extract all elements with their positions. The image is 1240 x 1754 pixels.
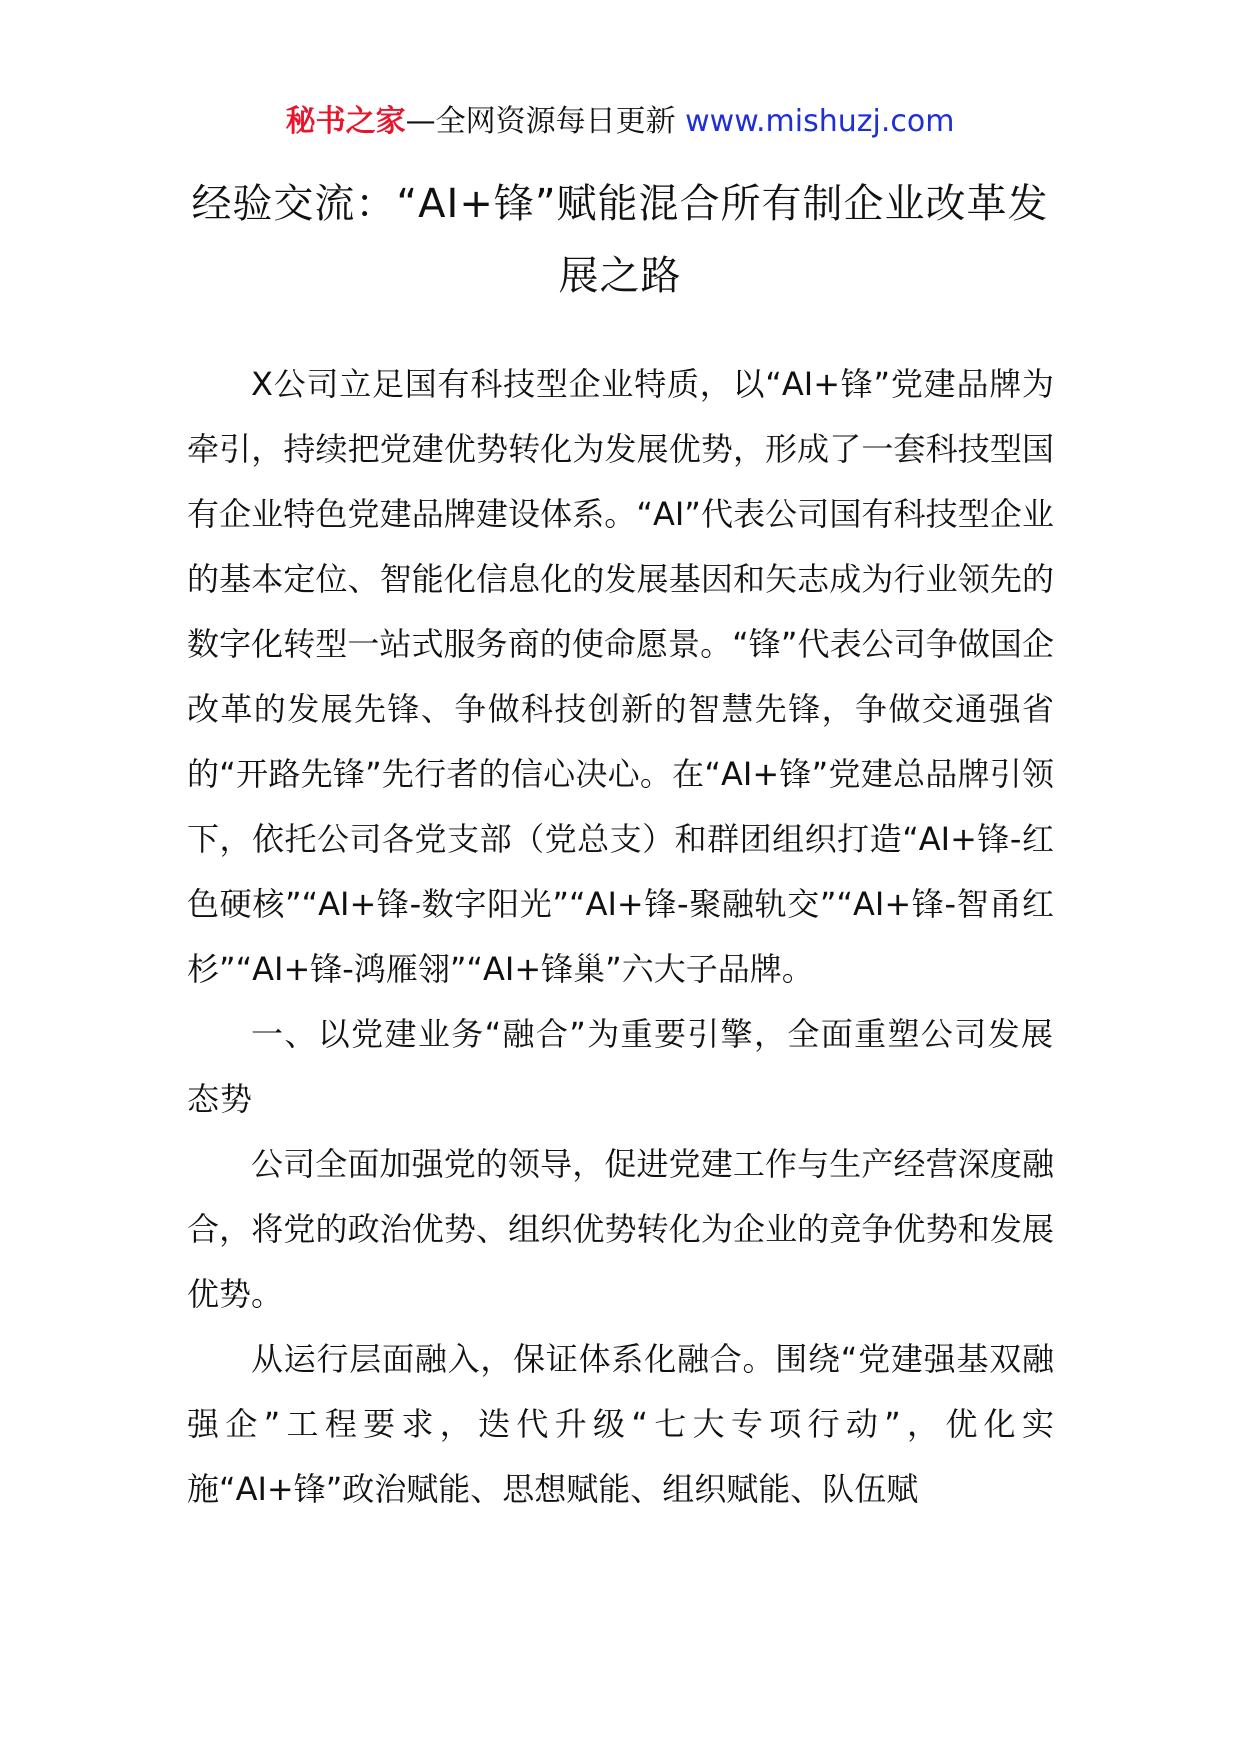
section-heading-1: 一、以党建业务“融合”为重要引擎，全面重塑公司发展态势 [187, 1015, 1054, 1118]
intro-paragraph: X公司立足国有科技型企业特质，以“AI+锋”党建品牌为牵引，持续把党建优势转化为发展优势，形成了一套科技型国有企业特色党建品牌建设体系。“AI”代表公司国有科技型企业的基本定位、智能化信息化的发展基因和矢志成为行业领先的数字化转型一站式服务商的使命愿景。“锋”代表公司争做国企改革的发展先锋、争做科技创新的智慧先锋，争做交通强省的“开路先锋”先行者的信心决心。在“AI+锋”党建总品牌引领下，依托公司各党支部（党总支）和群团组织打造“AI+锋-红色硬核”“AI+锋-数字阳光”“AI+锋-聚融轨交”“AI+锋-智甬红杉”“AI+锋-鸿雁翎”“AI+锋巢”六大子品牌。 [187, 365, 1054, 988]
watermark-header [0, 102, 1240, 142]
body-paragraph: 公司全面加强党的领导，促进党建工作与生产经营深度融合，将党的政治优势、组织优势转化为企业的竞争优势和发展优势。 [187, 1145, 1054, 1313]
site-brand: 秘书之家 [285, 104, 406, 139]
site-slogan: —全网资源每日更新 [405, 104, 686, 139]
body-paragraph: 从运行层面融入，保证体系化融合。围绕“党建强基双融强企”工程要求，迭代升级“七大专项行动”，优化实施“AI+锋”政治赋能、思想赋能、组织赋能、队伍赋 [187, 1340, 1054, 1508]
document-body [187, 352, 1054, 1522]
document-title: 经验交流：“AI+锋”赋能混合所有制企业改革发展之路 [191, 181, 1049, 299]
site-url[interactable]: www.mishuzj.com [685, 104, 955, 139]
